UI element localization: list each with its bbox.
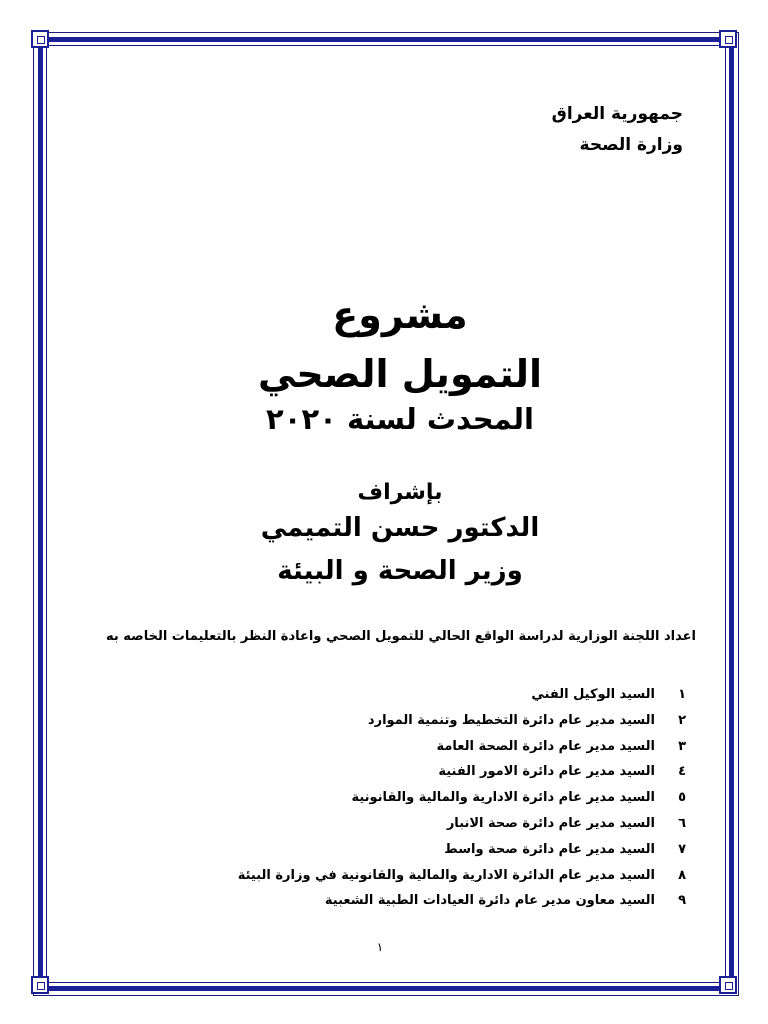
page-number: ١: [376, 940, 384, 954]
supervisor-name: الدكتور حسن التميمي: [260, 513, 540, 543]
item-number: ٤: [678, 764, 686, 780]
committee-intro: اعداد اللجنة الوزارية لدراسة الواقع الحالي للتمويل الصحي واعادة النظر بالتعليمات الخاصه به: [105, 629, 696, 644]
list-item: [238, 811, 686, 837]
corner-ornament-bottom-right: [719, 976, 737, 994]
supervision-label: بإشراف: [357, 480, 443, 505]
committee-members-list: [238, 682, 686, 914]
item-text: السيد الوكيل الفني: [531, 687, 655, 702]
list-item: [238, 708, 686, 734]
list-item: [238, 888, 686, 914]
corner-ornament-top-left: [31, 30, 49, 48]
list-item: [238, 759, 686, 785]
corner-ornament-bottom-left: [31, 976, 49, 994]
title-health-financing: التمويل الصحي: [257, 352, 543, 396]
title-project: مشروع: [332, 293, 468, 337]
item-number: ٨: [678, 867, 686, 883]
item-text: السيد مدير عام دائرة صحة الانبار: [446, 815, 655, 831]
item-text: السيد مدير عام الدائرة الادارية والمالية والقانونية في وزارة البيئة: [237, 867, 655, 883]
item-number: ٣: [678, 738, 686, 754]
list-item: [238, 785, 686, 811]
corner-ornament-top-right: [719, 30, 737, 48]
supervisor-position: وزير الصحة و البيئة: [277, 556, 523, 586]
title-updated-year: المحدث لسنة ٢٠٢٠: [266, 402, 534, 436]
list-item: [238, 863, 686, 889]
item-text: السيد مدير عام دائرة الصحة العامة: [436, 738, 655, 754]
item-text: السيد مدير عام دائرة التخطيط وتنمية الموارد: [367, 712, 655, 728]
item-number: ٢: [678, 712, 686, 728]
header-ministry: وزارة الصحة: [579, 135, 683, 155]
item-number: ٧: [678, 841, 686, 857]
item-text: السيد معاون مدير عام دائرة العيادات الطبية الشعبية: [324, 893, 655, 909]
list-item: [238, 837, 686, 863]
item-text: السيد مدير عام دائرة الامور الفنية: [438, 764, 655, 780]
item-text: السيد مدير عام دائرة الادارية والمالية والقانونية: [351, 790, 655, 806]
item-number: ٥: [678, 790, 686, 806]
header-country: جمهورية العراق: [551, 104, 683, 124]
list-item: [238, 682, 686, 708]
item-number: ١: [678, 687, 686, 702]
list-item: [238, 734, 686, 760]
item-number: ٩: [678, 893, 686, 909]
document-page: [60, 60, 696, 980]
item-number: ٦: [678, 815, 686, 831]
item-text: السيد مدير عام دائرة صحة واسط: [444, 841, 655, 857]
